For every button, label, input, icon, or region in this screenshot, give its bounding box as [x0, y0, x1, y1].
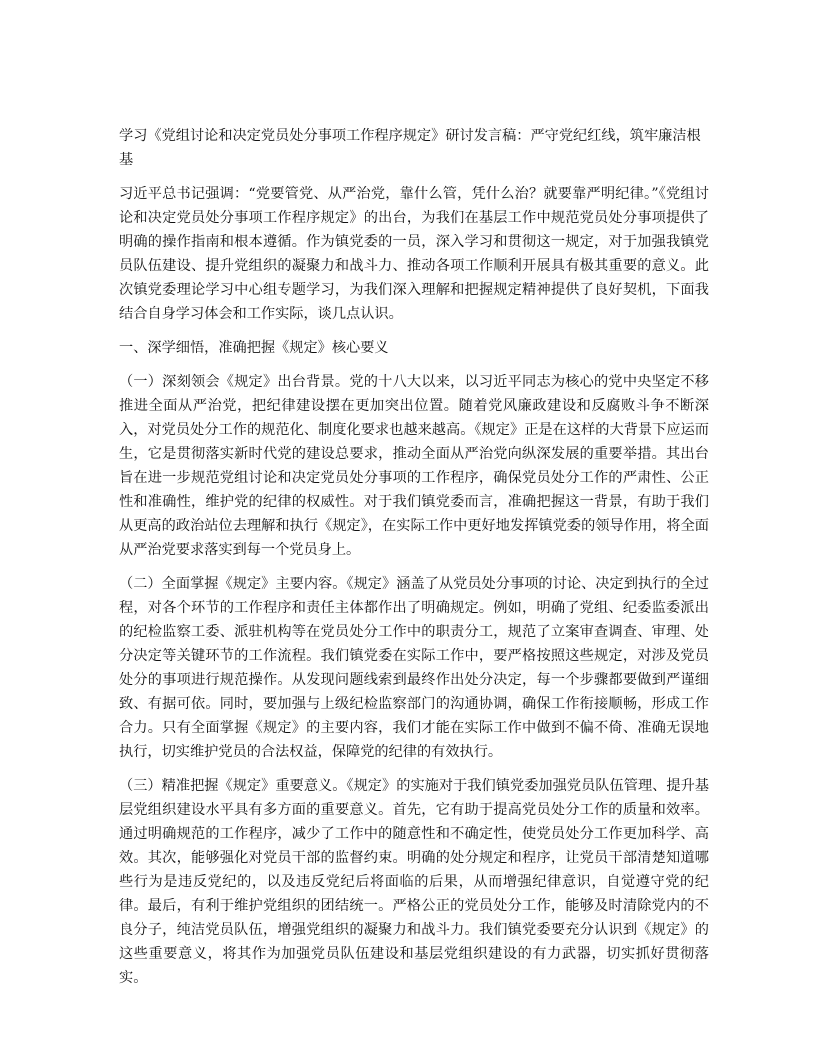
paragraph-content: （二）全面掌握《规定》主要内容。《规定》涵盖了从党员处分事项的讨论、决定到执行的全过程，对各个环节的工作程序和责任主体都作出了明确规定。例如，明确了党组、纪委监委派出的纪检监察工委、派驻机构等在党员处分工作中的职责分工，规范了立案审查调查、审理、处分决定等关键环节的工作流程。我们镇党委在实际工作中，要严格按照这些规定，对涉及党员处分的事项进行规范操作。从发现问题线索到最终作出处分决定，每一个步骤都要做到严谨细致、有据可依。同时，要加强与上级纪检监察部门的沟通协调，确保工作衔接顺畅，形成工作合力。只有全面掌握《规定》的主要内容，我们才能在实际工作中做到不偏不倚、准确无误地执行，切实维护党员的合法权益，保障党的纪律的有效执行。	[119, 576, 709, 760]
section-heading: 一、深学细悟，准确把握《规定》核心要义	[119, 340, 389, 356]
paragraph-background: （一）深刻领会《规定》出台背景。党的十八大以来，以习近平同志为核心的党中央坚定不移推进全面从严治党，把纪律建设摆在更加突出位置。随着党风廉政建设和反腐败斗争不断深入，对党员处分工作的规范化、制度化要求也越来越高。《规定》正是在这样的大背景下应运而生，它是贯彻落实新时代党的建设总要求，推动全面从严治党向纵深发展的重要举措。其出台旨在进一步规范党组讨论和决定党员处分事项的工作程序，确保党员处分工作的严肃性、公正性和准确性，维护党的纪律的权威性。对于我们镇党委而言，准确把握这一背景，有助于我们从更高的政治站位去理解和执行《规定》，在实际工作中更好地发挥镇党委的领导作用，将全面从严治党要求落实到每一个党员身上。	[119, 374, 709, 558]
document-title: 学习《党组讨论和决定党员处分事项工作程序规定》研讨发言稿：严守党纪红线，筑牢廉洁根基	[119, 128, 701, 168]
paragraph-significance: （三）精准把握《规定》重要意义。《规定》的实施对于我们镇党委加强党员队伍管理、提升基层党组织建设水平具有多方面的重要意义。首先，它有助于提高党员处分工作的质量和效率。通过明确规范的工作程序，减少了工作中的随意性和不确定性，使党员处分工作更加科学、高效。其次，能够强化对党员干部的监督约束。明确的处分规定和程序，让党员干部清楚知道哪些行为是违反党纪的，以及违反党纪后将面临的后果，从而增强纪律意识，自觉遵守党的纪律。最后，有利于维护党组织的团结统一。严格公正的党员处分工作，能够及时清除党内的不良分子，纯洁党员队伍，增强党组织的凝聚力和战斗力。我们镇党委要充分认识到《规定》的这些重要意义，将其作为加强党员队伍建设和基层党组织建设的有力武器，切实抓好贯彻落实。	[119, 778, 709, 986]
intro-paragraph: 习近平总书记强调：“党要管党、从严治党，靠什么管，凭什么治？就要靠严明纪律。”《党组讨论和决定党员处分事项工作程序规定》的出台，为我们在基层工作中规范党员处分事项提供了明确的操作指南和根本遵循。作为镇党委的一员，深入学习和贯彻这一规定，对于加强我镇党员队伍建设、提升党组织的凝聚力和战斗力、推动各项工作顺利开展具有极其重要的意义。此次镇党委理论学习中心组专题学习，为我们深入理解和把握规定精神提供了良好契机，下面我结合自身学习体会和工作实际，谈几点认识。	[119, 186, 709, 322]
document-page	[119, 124, 709, 1000]
